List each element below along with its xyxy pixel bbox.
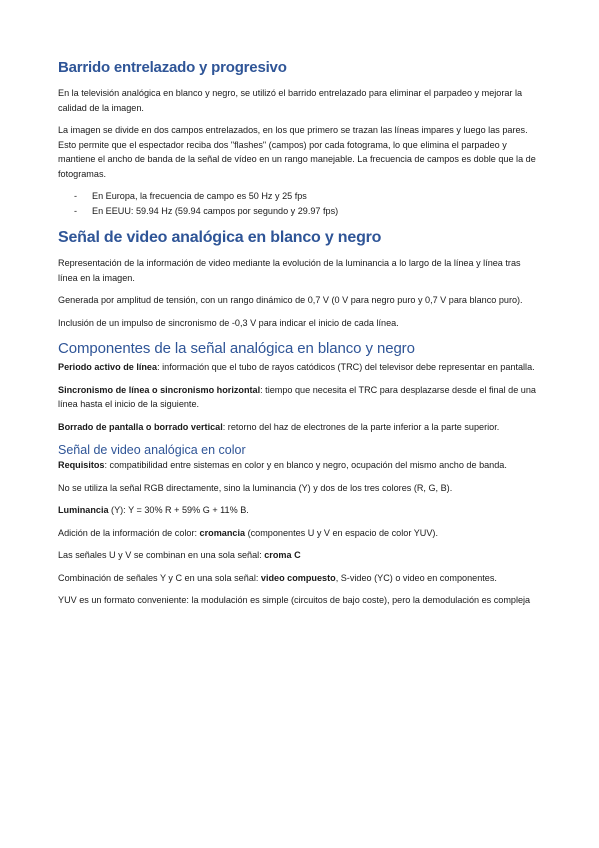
heading-senal-bn: Señal de video analógica en blanco y negro [58,229,382,246]
list-item [58,204,542,219]
list-item-text: En EEUU: 59.94 Hz (59.94 campos por segundo y 29.97 fps) [92,205,339,216]
term-borrado: Borrado de pantalla o borrado vertical [58,421,223,432]
paragraph-senal-bn-2: Generada por amplitud de tensión, con un rango dinámico de 0,7 V (0 V para negro puro y 0,7 V para blanco puro). [58,295,523,305]
list-item [58,189,542,204]
bullet-dash: - [74,191,78,201]
paragraph-borrado [58,420,542,435]
paragraph-video-compuesto [58,571,542,586]
paragraph-senal-bn-1: Representación de la información de video mediante la evolución de la luminancia a lo largo de la línea y línea tras línea en la imagen. [58,258,521,283]
text-croma-intro: Las señales U y V se combinan en una sola señal: [58,550,265,560]
text-cromancia-intro: Adición de la información de color: [58,527,200,538]
bullet-dash: - [74,205,78,216]
document-body [58,56,542,616]
term-sincronismo: Sincronismo de línea o sincronismo horizontal [58,384,261,395]
paragraph-luminancia [58,503,542,518]
paragraph-sincronismo [58,383,542,412]
paragraph-yuv: YUV es un formato conveniente: la modulación es simple (circuitos de bajo coste), pero la demodulación es compleja [58,595,531,605]
term-periodo-activo: Periodo activo de línea [58,362,158,372]
heading-color: Señal de video analógica en color [58,443,246,457]
heading-barrido: Barrido entrelazado y progresivo [58,59,287,76]
paragraph-cromancia [58,526,542,541]
definition-borrado: : retorno del haz de electrones de la parte inferior a la parte superior. [222,421,500,432]
term-luminancia: Luminancia [58,505,109,515]
text-compuesto-detail: , S-video (YC) o video en componentes. [335,572,497,583]
bullet-list-frecuencias [58,189,542,218]
heading-componentes: Componentes de la señal analógica en blanco y negro [58,340,415,357]
term-video-compuesto: video compuesto [260,572,336,583]
term-cromancia: cromancia [199,527,246,538]
text-compuesto-intro: Combinación de señales Y y C en una sola señal: [58,572,261,583]
formula-luminancia: (Y): Y = 30% R + 59% G + 11% B. [108,505,249,515]
paragraph-requisitos [58,458,542,473]
paragraph-barrido-1: En la televisión analógica en blanco y negro, se utilizó el barrido entrelazado para eliminar el parpadeo y mejorar la calidad de la imagen. [58,88,523,113]
definition-sincronismo: : tiempo que necesita el TRC para desplazarse desde el final de una línea hasta el inicio de la siguiente. [58,384,536,409]
definition-requisitos: : compatibilidad entre sistemas en color y en blanco y negro, ocupación del mismo ancho de banda. [104,460,507,470]
paragraph-croma [58,548,542,563]
paragraph-rgb: No se utiliza la señal RGB directamente, sino la luminancia (Y) y dos de los tres colores (R, G, B). [58,482,453,493]
paragraph-periodo-activo [58,360,542,375]
list-item-text: En Europa, la frecuencia de campo es 50 Hz y 25 fps [92,191,307,201]
paragraph-senal-bn-3: Inclusión de un impulso de sincronismo de -0,3 V para indicar el inicio de cada línea. [58,317,399,328]
text-cromancia-detail: (componentes U y V en espacio de color YUV). [245,527,438,538]
paragraph-barrido-2: La imagen se divide en dos campos entrelazados, en los que primero se trazan las líneas impares y luego las pares. Esto permite que el espectador reciba dos "flashes" (campos) por cada fotograma, lo que elimina el parpadeo y mantiene el ancho de banda de la señal de vídeo en un rango manejable. La frecuencia de campos es doble que la de fotogramas. [58,125,536,179]
term-requisitos: Requisitos [58,460,105,470]
term-croma: croma C [264,550,301,560]
definition-periodo-activo: : información que el tubo de rayos catódicos (TRC) del televisor debe representar en pantalla. [157,362,535,372]
